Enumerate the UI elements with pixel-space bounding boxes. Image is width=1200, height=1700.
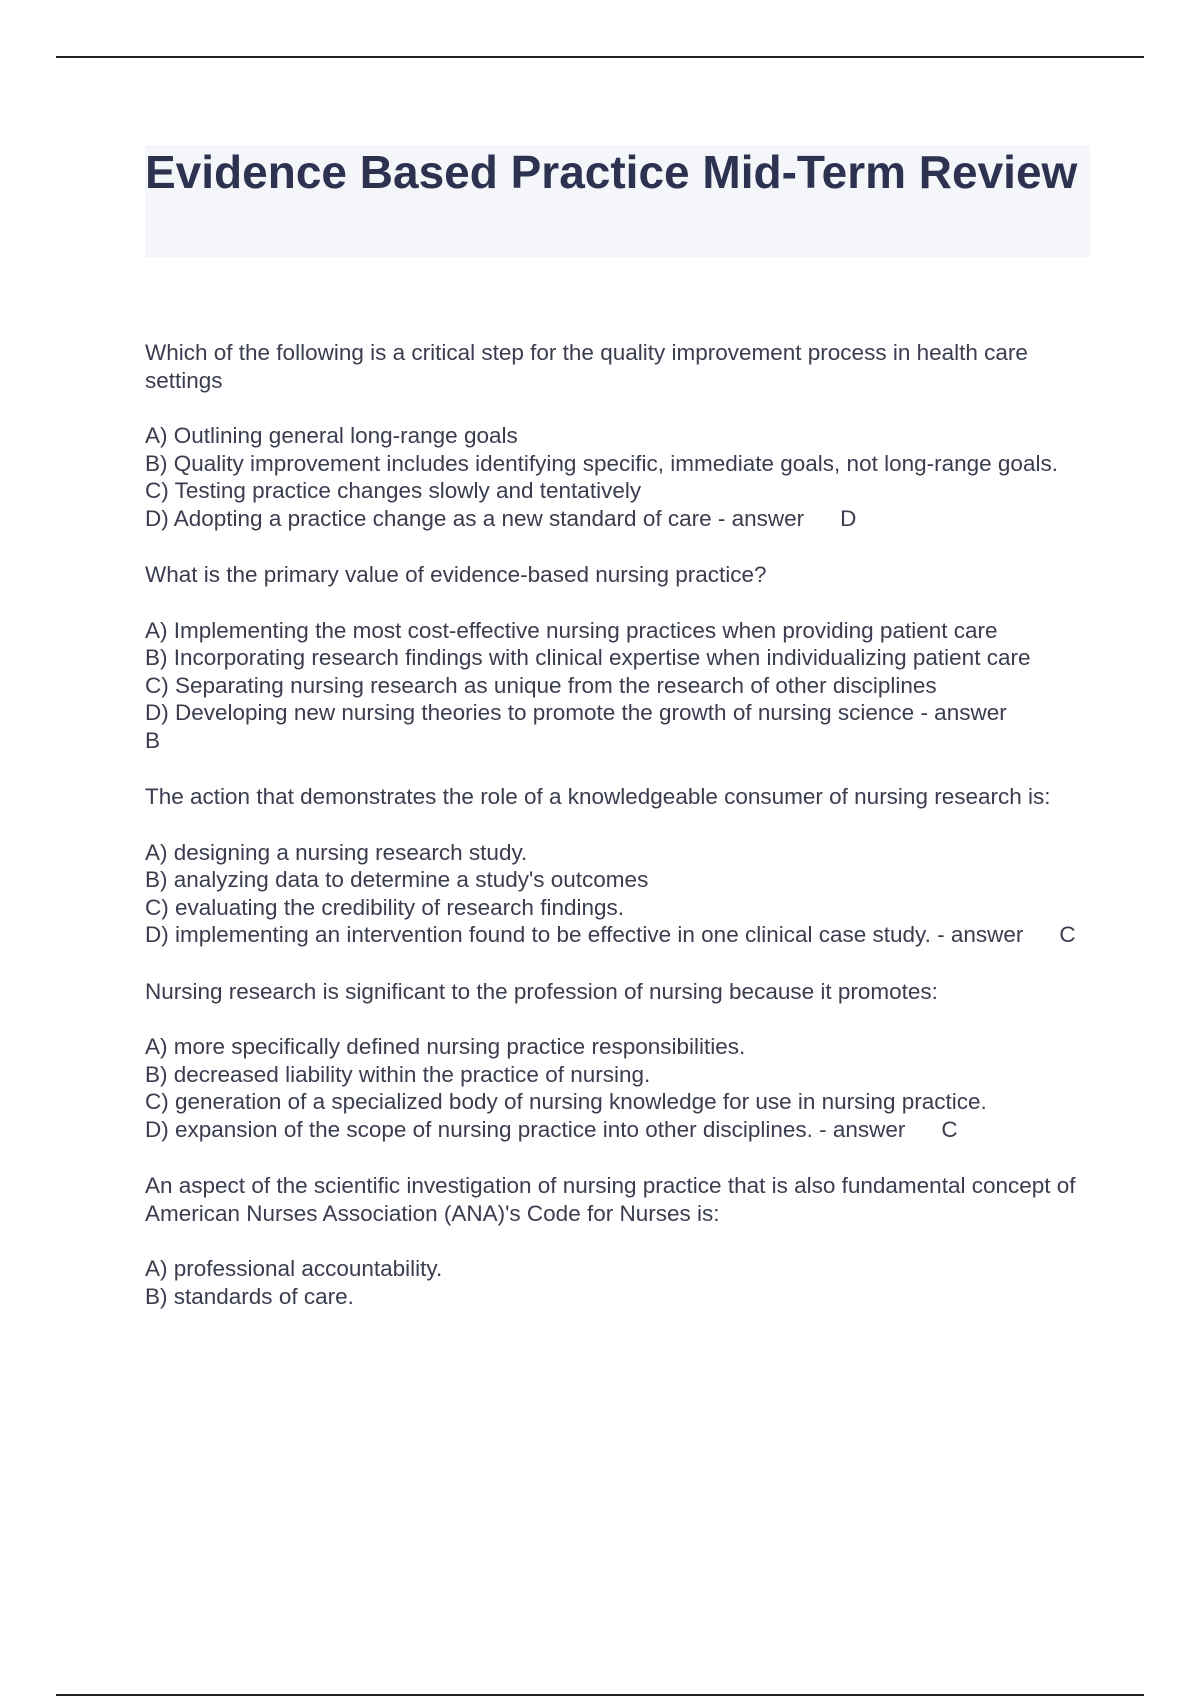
option-c: C) generation of a specialized body of nursing knowledge for use in nursing practice. — [145, 1089, 987, 1114]
option-a: A) Implementing the most cost-effective nursing practices when providing patient care — [145, 617, 998, 643]
option-a: A) more specifically defined nursing practice responsibilities. — [145, 1034, 746, 1059]
answer-letter: B — [145, 727, 161, 753]
option-b: B) standards of care. — [145, 1283, 354, 1309]
question-5 — [145, 1172, 1090, 1310]
page-title: Evidence Based Practice Mid-Term Review — [145, 146, 1078, 198]
option-b: B) Quality improvement includes identifying specific, immediate goals, not long-range goals. — [145, 450, 1058, 476]
answer-label: - answer — [937, 922, 1024, 947]
question-1 — [145, 339, 1090, 532]
question-4 — [145, 978, 1090, 1144]
option-d: D) Adopting a practice change as a new standard of care — [145, 505, 712, 531]
top-rule — [56, 56, 1144, 58]
option-d-with-answer — [145, 1116, 1090, 1144]
answer-label: - answer — [819, 1116, 906, 1142]
option-c: C) evaluating the credibility of research findings. — [145, 894, 624, 920]
answer-label: - answer — [920, 700, 1007, 725]
option-b: B) decreased liability within the practice of nursing. — [145, 1061, 651, 1087]
question-stem: The action that demonstrates the role of a knowledgeable consumer of nursing research is: — [145, 784, 1051, 809]
option-d: D) implementing an intervention found to be effective in one clinical case study. — [145, 922, 931, 947]
bottom-rule — [56, 1694, 1144, 1696]
question-2 — [145, 561, 1090, 754]
question-3 — [145, 783, 1090, 949]
option-a: A) professional accountability. — [145, 1256, 443, 1281]
option-c: C) Testing practice changes slowly and tentatively — [145, 478, 642, 503]
option-b: B) analyzing data to determine a study's outcomes — [145, 867, 649, 892]
option-d-with-answer — [145, 699, 1090, 754]
option-a: A) designing a nursing research study. — [145, 839, 528, 865]
question-stem: Nursing research is significant to the profession of nursing because it promotes: — [145, 978, 938, 1004]
option-d: D) Developing new nursing theories to promote the growth of nursing science — [145, 700, 915, 725]
option-b: B) Incorporating research findings with clinical expertise when individualizing patient care — [145, 645, 1031, 670]
option-a: A) Outlining general long-range goals — [145, 423, 518, 448]
answer-label: - answer — [717, 505, 805, 531]
question-stem: Which of the following is a critical step for the quality improvement process in health care settings — [145, 340, 1028, 393]
option-d: D) expansion of the scope of nursing practice into other disciplines. — [145, 1116, 813, 1142]
answer-letter: C — [941, 1116, 958, 1142]
question-stem: An aspect of the scientific investigation of nursing practice that is also fundamental concept of American Nurses Association (ANA)'s Code for Nurses is: — [145, 1173, 1076, 1226]
question-stem: What is the primary value of evidence-based nursing practice? — [145, 562, 767, 587]
answer-letter: D — [840, 505, 857, 531]
option-c: C) Separating nursing research as unique from the research of other disciplines — [145, 672, 937, 698]
answer-letter: C — [1059, 922, 1076, 947]
option-d-with-answer — [145, 921, 1090, 949]
option-d-with-answer — [145, 505, 1090, 533]
question-list — [145, 339, 1090, 1339]
